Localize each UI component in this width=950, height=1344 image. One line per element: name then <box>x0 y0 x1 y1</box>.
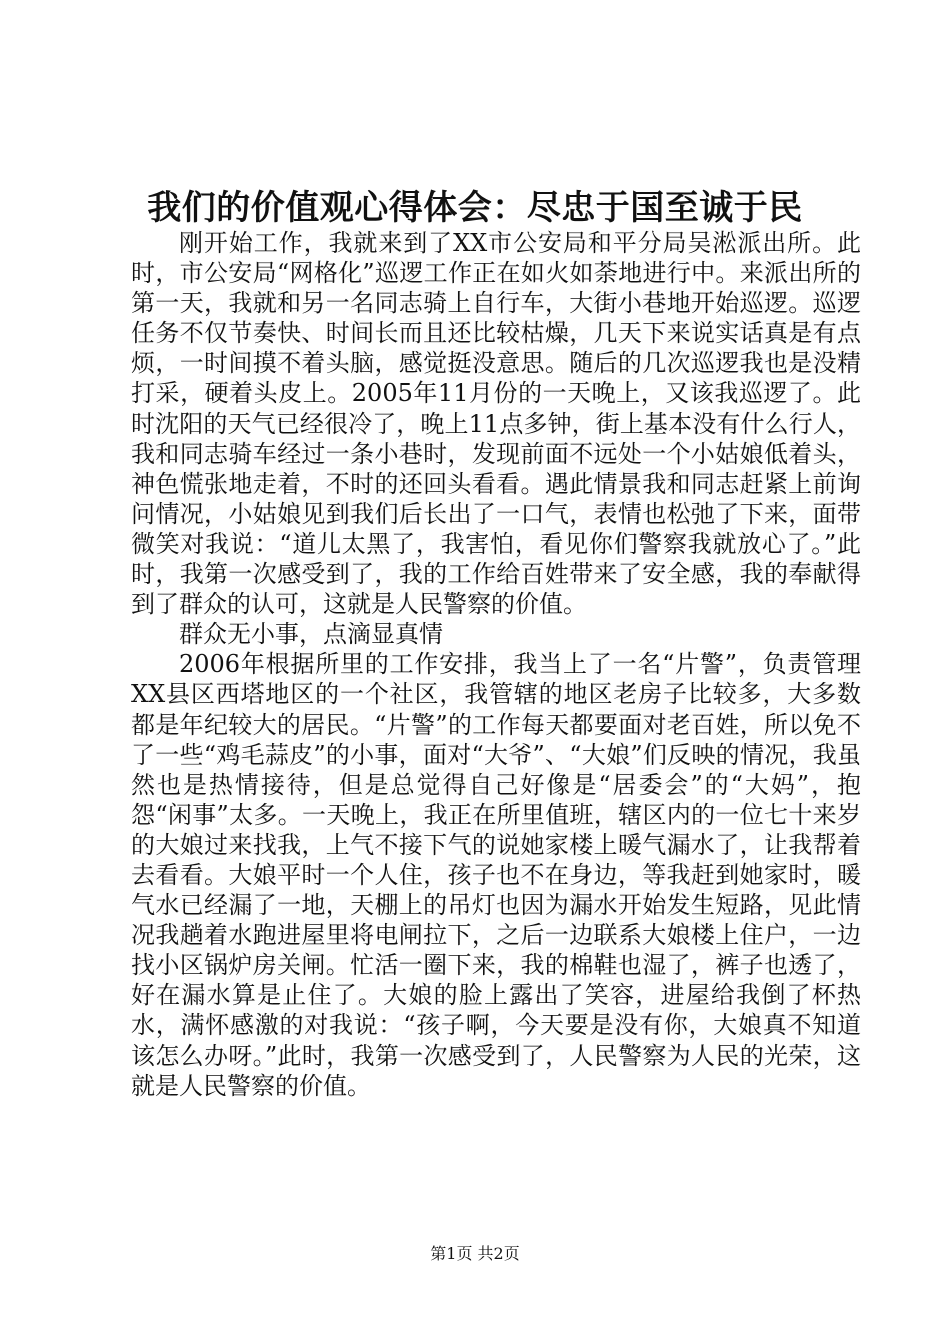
page-footer: 第1页 共2页 <box>430 1244 520 1263</box>
document-body <box>131 228 861 1101</box>
paragraph-2: 2006年根据所里的工作安排，我当上了一名“片警”，负责管理XX县区西塔地区的一个社区，我管辖的地区老房子比较多，大多数都是年纪较大的居民。“片警”的工作每天都要面对老百姓，所以免不了一些“鸡毛蒜皮”的小事，面对“大爷”、“大娘”们反映的情况，我虽然也是热情接待，但是总觉得自己好像是“居委会”的“大妈”，抱怨“闲事”太多。一天晚上，我正在所里值班，辖区内的一位七十来岁的大娘过来找我，上气不接下气的说她家楼上暖气漏水了，让我帮着去看看。大娘平时一个人住，孩子也不在身边，等我赶到她家时，暖气水已经漏了一地，天棚上的吊灯也因为漏水开始发生短路，见此情况我趟着水跑进屋里将电闸拉下，之后一边联系大娘楼上住户，一边找小区锅炉房关闸。忙活一圈下来，我的棉鞋也湿了，裤子也透了，好在漏水算是止住了。大娘的脸上露出了笑容，进屋给我倒了杯热水，满怀感激的对我说：“孩子啊，今天要是没有你，大娘真不知道该怎么办呀。”此时，我第一次感受到了，人民警察为人民的光荣，这就是人民警察的价值。 <box>131 650 861 1100</box>
paragraph-subheading: 群众无小事，点滴显真情 <box>179 620 443 649</box>
document-title: 我们的价值观心得体会：尽忠于国至诚于民 <box>147 188 803 228</box>
paragraph-1: 刚开始工作，我就来到了XX市公安局和平分局吴淞派出所。此时，市公安局“网格化”巡逻工作正在如火如荼地进行中。来派出所的第一天，我就和另一名同志骑上自行车，大街小巷地开始巡逻。巡逻任务不仅节奏快、时间长而且还比较枯燥，几天下来说实话真是有点烦，一时间摸不着头脑，感觉挺没意思。随后的几次巡逻我也是没精打采，硬着头皮上。2005年11月份的一天晚上，又该我巡逻了。此时沈阳的天气已经很冷了，晚上11点多钟，街上基本没有什么行人，我和同志骑车经过一条小巷时，发现前面不远处一个小姑娘低着头，神色慌张地走着，不时的还回头看看。遇此情景我和同志赶紧上前询问情况，小姑娘见到我们后长出了一口气，表情也松弛了下来，面带微笑对我说：“道儿太黑了，我害怕，看见你们警察我就放心了。”此时，我第一次感受到了，我的工作给百姓带来了安全感，我的奉献得到了群众的认可，这就是人民警察的价值。 <box>131 229 861 619</box>
